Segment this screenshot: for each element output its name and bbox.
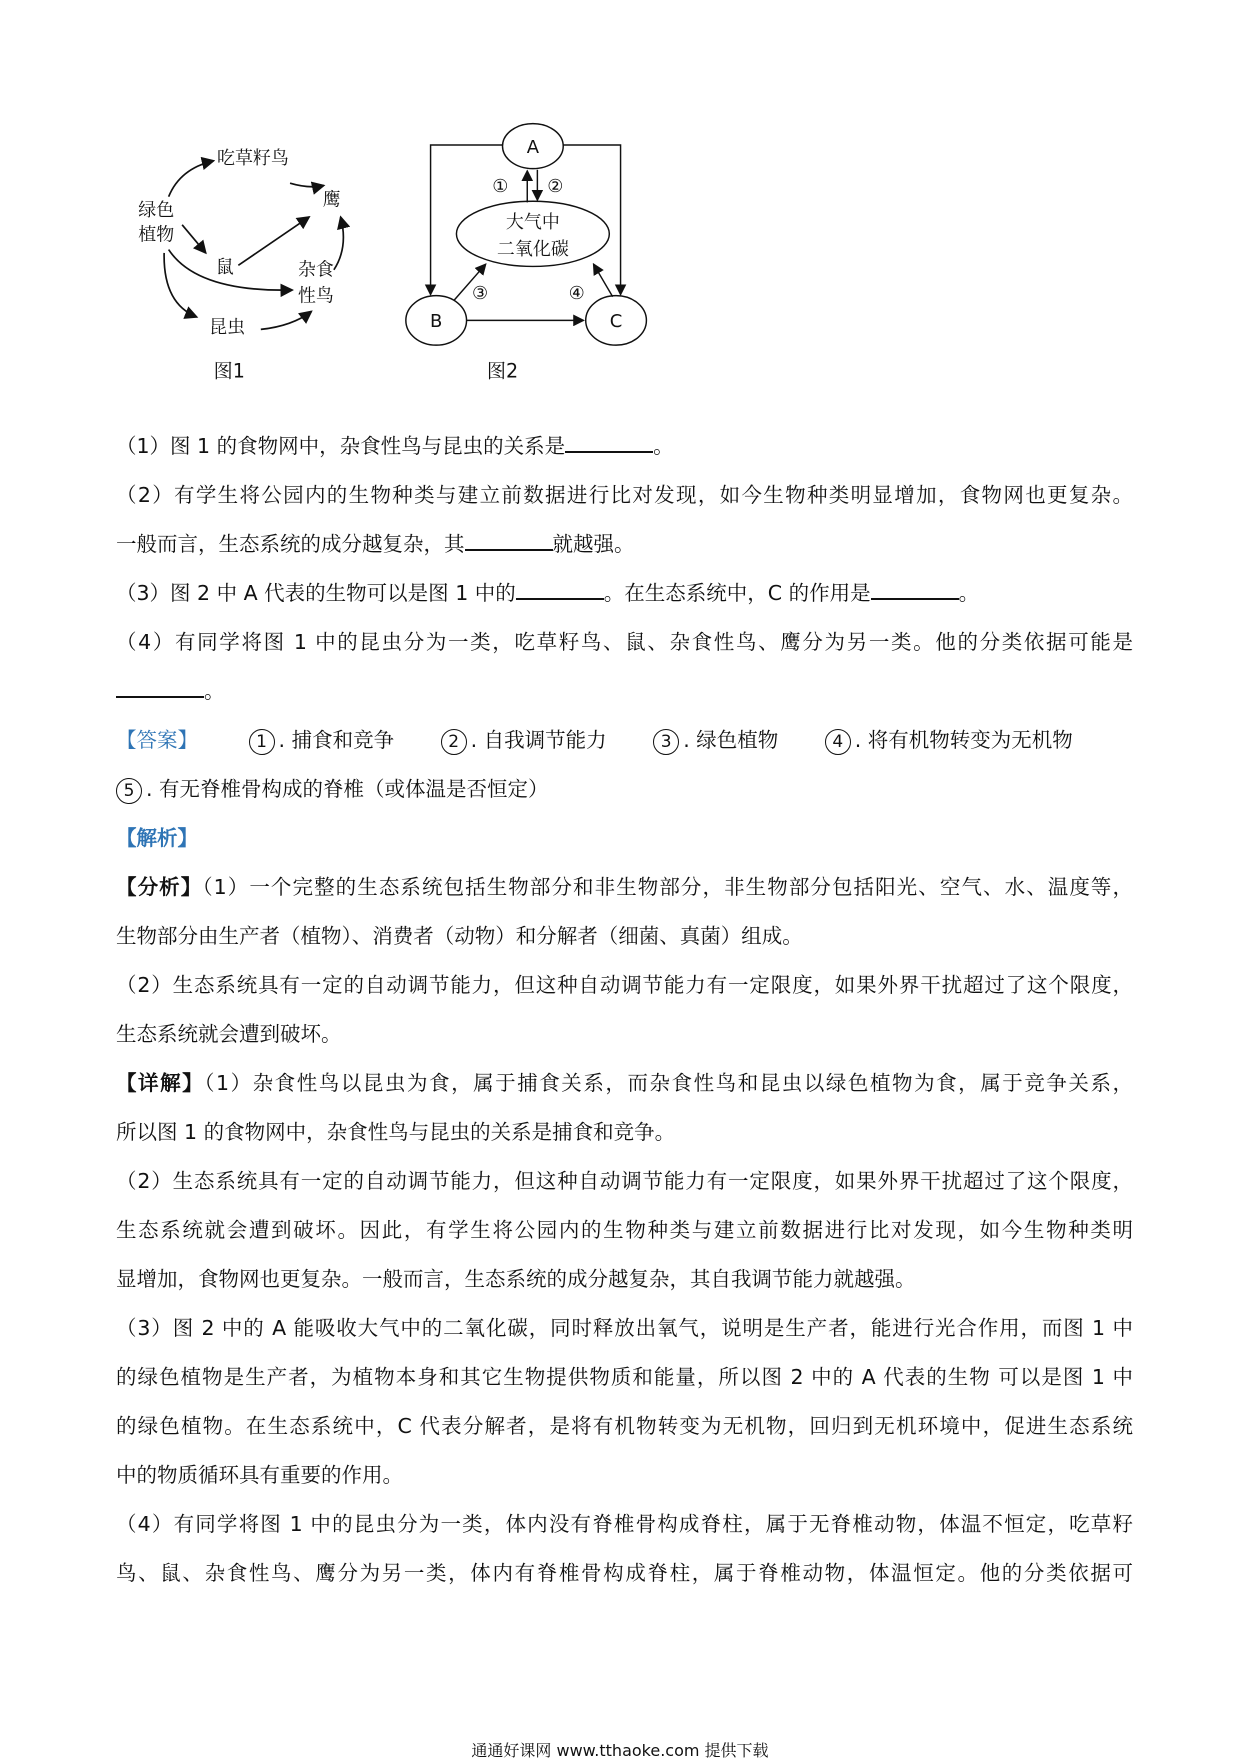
answer-text: . 将有机物转变为无机物 — [854, 728, 1073, 752]
detail-line-10: （4）有同学将图 1 中的昆虫分为一类，体内没有脊椎骨构成脊柱，属于无脊椎动物，体温不恒定，吃草籽 — [116, 1512, 1133, 1536]
question-1 — [116, 431, 1133, 461]
node-insect: 昆虫 — [209, 316, 246, 338]
node-eagle: 鹰 — [322, 189, 341, 211]
node-mouse: 鼠 — [215, 257, 234, 279]
answer-item-5 — [116, 774, 1133, 804]
circled-number: 5 — [116, 778, 142, 804]
arrow-label-4: ④ — [568, 283, 585, 305]
figure-1-caption: 图1 — [213, 359, 245, 383]
circled-number: 3 — [653, 729, 679, 755]
answer-text: . 有无脊椎骨构成的脊椎（或体温是否恒定） — [146, 777, 549, 801]
answer-text: . 自我调节能力 — [470, 728, 607, 752]
node-omni-2: 性鸟 — [297, 285, 334, 307]
answer-blank — [871, 578, 959, 600]
figure-2-caption: 图2 — [486, 359, 519, 383]
arrow-label-3: ③ — [471, 283, 489, 305]
answer-blank — [465, 529, 553, 551]
answer-item-1 — [249, 725, 395, 755]
question-4: （4）有同学将图 1 中的昆虫分为一类，吃草籽鸟、鼠、杂食性鸟、鹰分为另一类。他的分类依据可能是 — [116, 630, 1133, 654]
answer-text: . 捕食和竞争 — [278, 728, 395, 752]
question-2-cont — [116, 529, 1133, 559]
question-2: （2）有学生将公园内的生物种类与建立前数据进行比对发现，如今生物种类明显增加，食物网也更复杂。 — [116, 483, 1133, 507]
circled-number: 4 — [825, 729, 851, 755]
q3-end: 。 — [958, 581, 980, 605]
q4-end: 。 — [204, 679, 225, 703]
q1-text: （1）图 1 的食物网中，杂食性鸟与昆虫的关系是 — [116, 434, 566, 458]
answer-blank — [516, 578, 604, 600]
answer-text: . 绿色植物 — [683, 728, 779, 752]
analysis-line-2: 生物部分由生产者（植物）、消费者（动物）和分解者（细菌、真菌）组成。 — [116, 924, 803, 948]
answer-item-2 — [441, 725, 607, 755]
analysis-label: 【解析】 — [116, 826, 198, 850]
node-omni-1: 杂食 — [297, 259, 334, 281]
detail-line-6: （3）图 2 中的 A 能吸收大气中的二氧化碳，同时释放出氧气，说明是生产者，能进行光合作用，而图 1 中 — [116, 1316, 1133, 1340]
detail-line-8: 的绿色植物。在生态系统中，C 代表分解者，是将有机物转变为无机物，回归到无机环境中，促进生态系统 — [116, 1414, 1133, 1438]
node-green-2: 植物 — [138, 224, 175, 246]
detail-line-9: 中的物质循环具有重要的作用。 — [116, 1463, 403, 1487]
circled-number: 1 — [249, 729, 275, 755]
answer-line — [116, 725, 1133, 755]
question-4-cont — [116, 676, 1133, 706]
analysis-line-3: （2）生态系统具有一定的自动调节能力，但这种自动调节能力有一定限度，如果外界干扰超过了这个限度， — [116, 973, 1133, 997]
answer-label: 【答案】 — [116, 728, 198, 752]
detail-line-4: 生态系统就会遭到破坏。因此，有学生将公园内的生物种类与建立前数据进行比对发现，如今生物种类明 — [116, 1218, 1133, 1242]
arrow-label-2: ② — [547, 176, 564, 198]
node-seed-bird: 吃草籽鸟 — [216, 148, 289, 170]
detail-text: （1）杂食性鸟以昆虫为食，属于捕食关系，而杂食性鸟和昆虫以绿色植物为食，属于竞争关系， — [204, 1071, 1134, 1095]
figures — [0, 0, 1240, 420]
detail-line-3: （2）生态系统具有一定的自动调节能力，但这种自动调节能力有一定限度，如果外界干扰超过了这个限度， — [116, 1169, 1133, 1193]
analysis-line-1 — [116, 872, 1133, 902]
node-green-1: 绿色 — [138, 199, 175, 221]
arrow-label-1: ① — [492, 176, 509, 198]
footer-watermark: 通通好课网 www.tthaoke.com 提供下载 — [471, 1741, 769, 1760]
analysis-heading: 【分析】 — [116, 875, 203, 899]
detail-line-1 — [116, 1068, 1133, 1098]
question-3 — [116, 578, 1133, 608]
answer-item-3 — [653, 725, 778, 755]
node-b-label: B — [430, 311, 443, 333]
answer-blank — [565, 431, 653, 453]
detail-line-11: 鸟、鼠、杂食性鸟、鹰分为另一类，体内有脊椎骨构成脊柱，属于脊椎动物，体温恒定。他的分类依据可 — [116, 1561, 1133, 1585]
detail-line-2: 所以图 1 的食物网中，杂食性鸟与昆虫的关系是捕食和竞争。 — [116, 1120, 676, 1144]
detail-line-5: 显增加，食物网也更复杂。一般而言，生态系统的成分越复杂，其自我调节能力就越强。 — [116, 1267, 916, 1291]
q3-text: （3）图 2 中 A 代表的生物可以是图 1 中的 — [116, 581, 516, 605]
detail-line-7: 的绿色植物是生产者，为植物本身和其它生物提供物质和能量，所以图 2 中的 A 代表的生物 可以是图 1 中 — [116, 1365, 1133, 1389]
node-c-label: C — [609, 311, 623, 333]
atmosphere-label-2: 二氧化碳 — [496, 239, 569, 261]
analysis-text: （1）一个完整的生态系统包括生物部分和非生物部分，非生物部分包括阳光、空气、水、温度等， — [202, 875, 1134, 899]
q2-end: 就越强。 — [552, 532, 635, 556]
analysis-line-4: 生态系统就会遭到破坏。 — [116, 1022, 342, 1046]
node-a-label: A — [526, 136, 540, 158]
answer-blank — [116, 676, 204, 698]
atmosphere-label-1: 大气中 — [505, 212, 560, 234]
q3-text-2: 。在生态系统中，C 的作用是 — [603, 581, 871, 605]
answer-item-4 — [825, 725, 1073, 755]
q2-text: 一般而言，生态系统的成分越复杂，其 — [116, 532, 465, 556]
circled-number: 2 — [441, 729, 467, 755]
detail-heading: 【详解】 — [116, 1071, 205, 1095]
q1-end: 。 — [653, 434, 674, 458]
